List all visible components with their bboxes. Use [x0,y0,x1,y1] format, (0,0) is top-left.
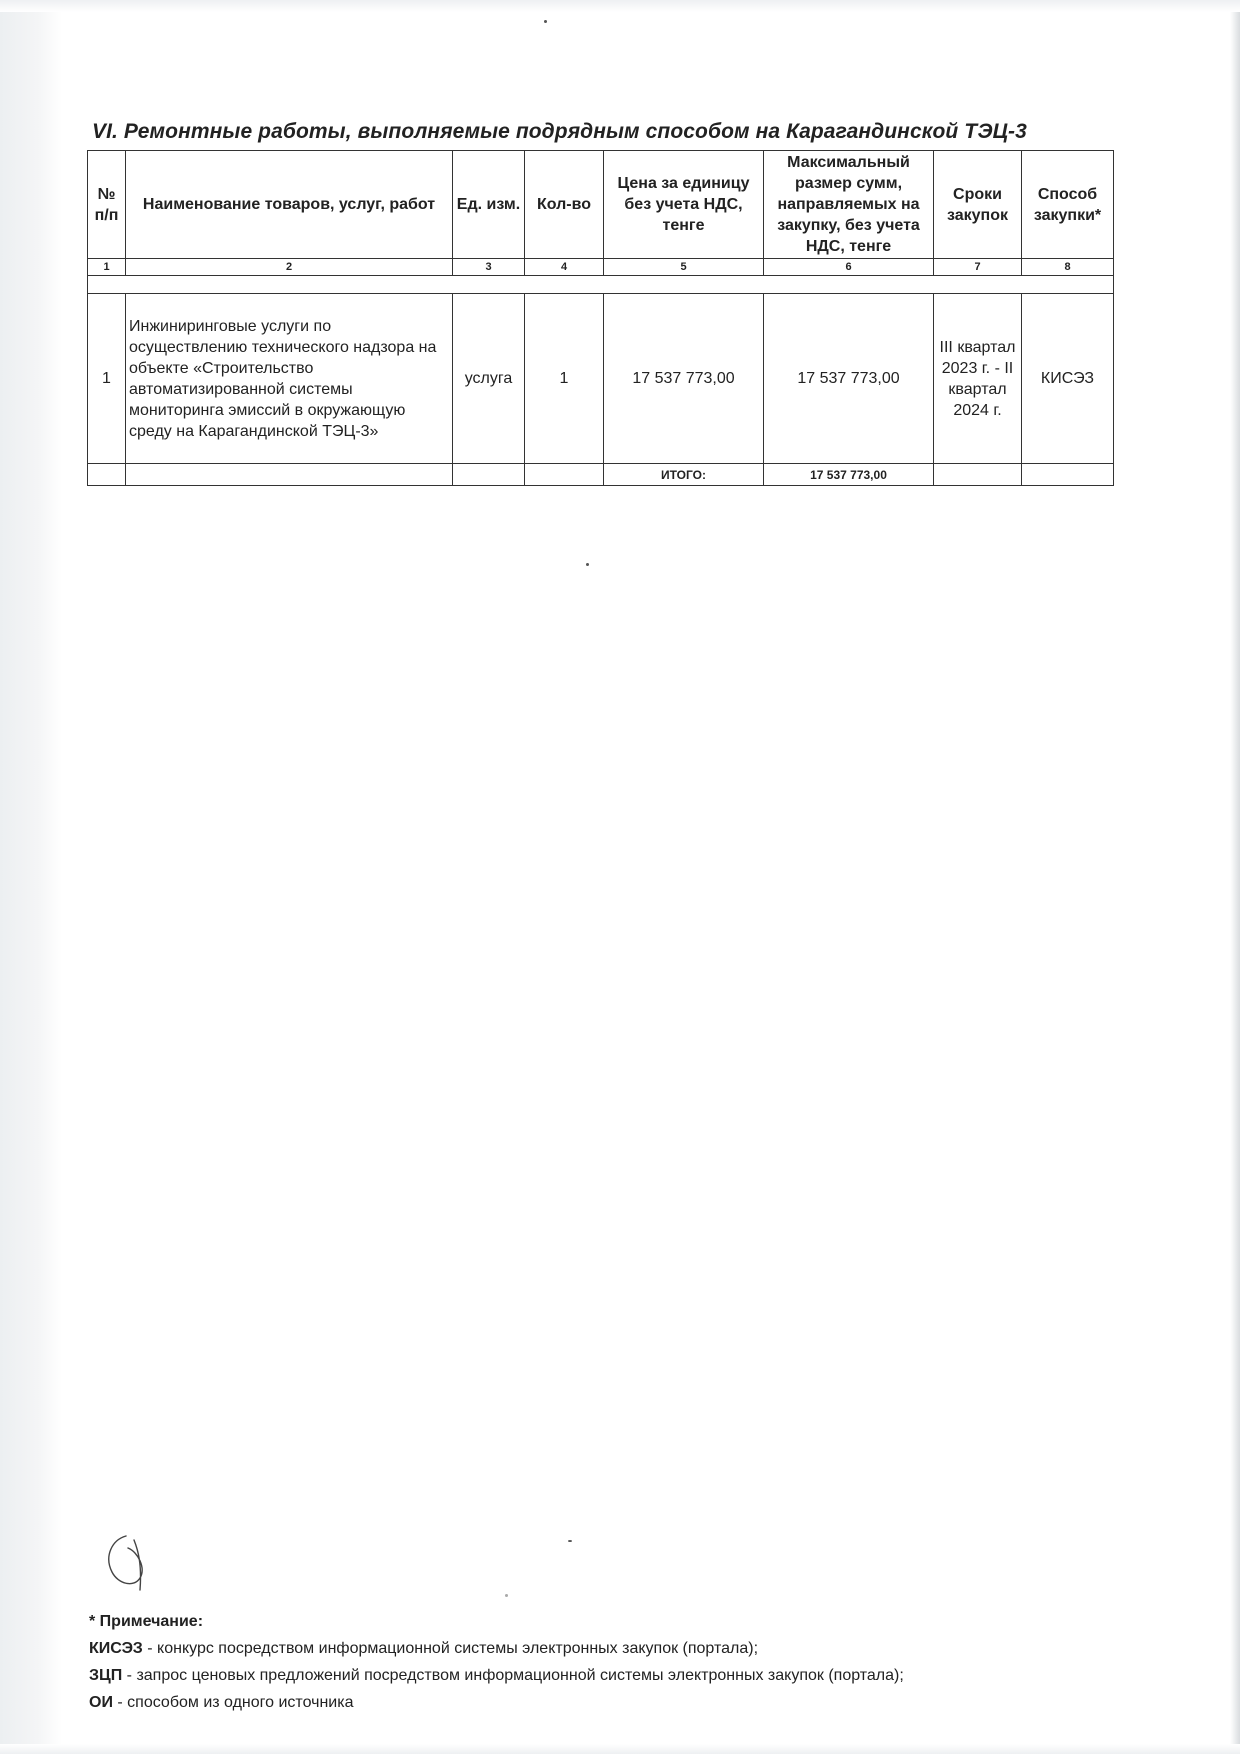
scan-speck [586,563,589,566]
column-number: 7 [934,259,1022,276]
empty-cell [525,464,604,486]
empty-cell [453,464,525,486]
column-number: 1 [88,259,126,276]
table-row [88,294,1114,464]
footnote-abbr: ОИ [89,1694,113,1711]
total-row [88,464,1114,486]
header-price: Цена за единицу без учета НДС, тенге [604,151,764,259]
row-method: КИСЭЗ [1022,294,1114,464]
row-qty: 1 [525,294,604,464]
footnote-item [89,1662,904,1689]
empty-cell [88,464,126,486]
total-value: 17 537 773,00 [764,464,934,486]
handwritten-mark [98,1530,168,1600]
column-number-row [88,259,1114,276]
row-num: 1 [88,294,126,464]
column-number: 8 [1022,259,1114,276]
column-number: 2 [126,259,453,276]
header-method: Способ закупки* [1022,151,1114,259]
empty-cell [88,276,1114,294]
scan-speck [568,1540,572,1542]
scan-bottom-edge [0,1744,1240,1754]
scan-top-edge [0,0,1240,12]
table-header-row [88,151,1114,259]
footnote-title: * Примечание: [89,1613,204,1630]
row-max-sum: 17 537 773,00 [764,294,934,464]
scan-left-edge [0,0,62,1754]
scan-right-edge [1230,0,1240,1754]
footnote-block [89,1608,904,1716]
scan-speck [505,1594,508,1597]
scan-speck [544,20,547,23]
column-number: 6 [764,259,934,276]
total-label: ИТОГО: [604,464,764,486]
row-name: Инжиниринговые услуги по осуществлению технического надзора на объекте «Строительство автоматизированной системы мониторинга эмиссий в окружающую среду на Карагандинской ТЭЦ-3» [126,294,453,464]
header-qty: Кол-во [525,151,604,259]
section-title: VI. Ремонтные работы, выполняемые подрядным способом на Карагандинской ТЭЦ-3 [92,120,1027,143]
empty-row [88,276,1114,294]
footnote-abbr: ЗЦП [89,1667,123,1684]
footnote-text: - конкурс посредством информационной системы электронных закупок (портала); [142,1640,759,1657]
empty-cell [1022,464,1114,486]
row-unit: услуга [453,294,525,464]
empty-cell [126,464,453,486]
footnote-item [89,1689,904,1716]
header-name: Наименование товаров, услуг, работ [126,151,453,259]
footnote-text: - запрос ценовых предложений посредством информационной системы электронных закупок (портала); [122,1667,904,1684]
header-max-sum: Максимальный размер сумм, направляемых на закупку, без учета НДС, тенге [764,151,934,259]
footnote-text: - способом из одного источника [112,1694,354,1711]
empty-cell [934,464,1022,486]
header-terms: Сроки закупок [934,151,1022,259]
header-unit: Ед. изм. [453,151,525,259]
header-num: № п/п [88,151,126,259]
footnote-item [89,1635,904,1662]
footnote-abbr: КИСЭЗ [89,1640,143,1657]
row-price: 17 537 773,00 [604,294,764,464]
column-number: 3 [453,259,525,276]
row-terms: III квартал 2023 г. - II квартал 2024 г. [934,294,1022,464]
column-number: 5 [604,259,764,276]
column-number: 4 [525,259,604,276]
procurement-table [87,150,1114,486]
